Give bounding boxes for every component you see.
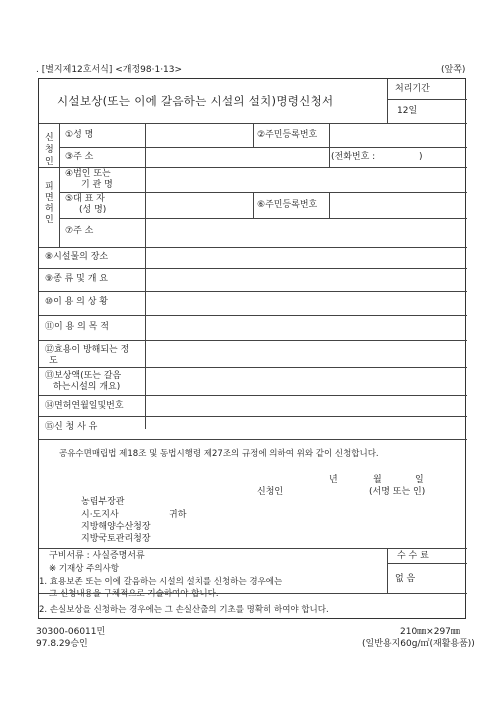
obstruction-degree-label-2: 도 xyxy=(49,356,58,366)
licensee-section-char-1: 피 xyxy=(45,182,54,192)
obstruction-degree-label-1: ⑫효용이 방해되는 정 xyxy=(45,345,130,355)
paper-type: (일반용지60g/㎡(재활용품)) xyxy=(362,639,475,649)
approval-date: 97.8.29승인 xyxy=(36,639,88,649)
licensee-section-char-4: 인 xyxy=(45,215,54,225)
notes-heading: ※ 기재상 주의사항 xyxy=(49,564,120,574)
type-overview-label: ⑨종 류 및 개 요 xyxy=(45,274,108,284)
form-title: 시설보상(또는 이에 갈음하는 시설의 설치)명령신청서 xyxy=(57,94,334,108)
licensee-address-label: ⑦주 소 xyxy=(65,226,94,236)
compensation-label-2: 하는시설의 개요) xyxy=(53,382,121,392)
processing-period-label: 처리기간 xyxy=(395,84,430,94)
licensee-section-char-2: 면 xyxy=(45,193,54,203)
corp-name-label-1: ④법인 또는 xyxy=(65,169,111,179)
recipient-3: 지방해양수산청장 xyxy=(81,522,151,532)
processing-period-value: 12일 xyxy=(397,106,418,116)
licensee-rrn-label: ⑥주민등록번호 xyxy=(257,200,318,210)
name-label: ①성 명 xyxy=(65,130,94,140)
recipient-1: 농림부장관 xyxy=(81,497,125,507)
phone-label: (전화번호 : xyxy=(331,152,376,162)
date-day: 일 xyxy=(415,475,424,485)
note-2: 2. 손실보상을 신청하는 경우에는 그 손실산출의 기초를 명확히 하여야 합니다. xyxy=(39,605,329,615)
site-location-label: ⑧시설물의 장소 xyxy=(45,252,109,262)
recipient-suffix: 귀하 xyxy=(169,510,187,520)
fee-label: 수 수 료 xyxy=(397,551,429,561)
phone-close: ) xyxy=(419,152,423,162)
representative-label-2: (성 명) xyxy=(79,205,107,215)
corp-name-label-2: 기 관 명 xyxy=(81,180,113,190)
applicant-rrn-label: ②주민등록번호 xyxy=(257,130,318,140)
form-reference: . [별지제12호서식] <개정98·1·13> xyxy=(36,65,183,75)
paper-size: 210㎜×297㎜ xyxy=(400,627,460,637)
application-statement: 공유수면매립법 제18조 및 동법시행령 제27조의 규정에 의하여 위와 같이 신청합니다. xyxy=(59,449,379,459)
compensation-label-1: ⑬보상액(또는 갈음 xyxy=(45,371,122,381)
licensee-section-char-3: 허 xyxy=(45,204,54,214)
usage-purpose-label: ⑪이 용 의 목 적 xyxy=(45,322,109,332)
usage-status-label: ⑩이 용 의 상 황 xyxy=(45,297,108,307)
note-1b: 그 신청내용을 구체적으로 기술하여야 합니다. xyxy=(49,589,219,599)
attachments-label: 구비서류 : 사실증명서류 xyxy=(49,551,145,561)
license-date-number-label: ⑭면허연월일및번호 xyxy=(45,401,124,411)
note-1a: 1. 효용보존 또는 이에 갈음하는 시설의 설치를 신청하는 경우에는 xyxy=(39,577,283,587)
recipient-4: 지방국토관리청장 xyxy=(81,534,151,544)
form-code: 30300-06011민 xyxy=(36,627,106,637)
page-side-label: (앞쪽) xyxy=(441,65,466,75)
recipient-2: 시·도지사 xyxy=(81,510,119,520)
representative-label-1: ⑤대 표 자 xyxy=(65,194,105,204)
applicant-signature: (서명 또는 인) xyxy=(369,487,426,497)
applicant-sign-label: 신청인 xyxy=(257,487,284,497)
applicant-section-char-3: 인 xyxy=(45,157,54,167)
applicant-address-label: ③주 소 xyxy=(65,152,94,162)
date-month: 월 xyxy=(373,475,382,485)
date-year: 년 xyxy=(329,475,338,485)
fee-value: 없 음 xyxy=(395,574,416,584)
applicant-section-char-1: 신 xyxy=(45,133,54,143)
application-reason-label: ⑮신 청 사 유 xyxy=(45,422,98,432)
applicant-section-char-2: 청 xyxy=(45,145,54,155)
application-form xyxy=(38,78,466,619)
